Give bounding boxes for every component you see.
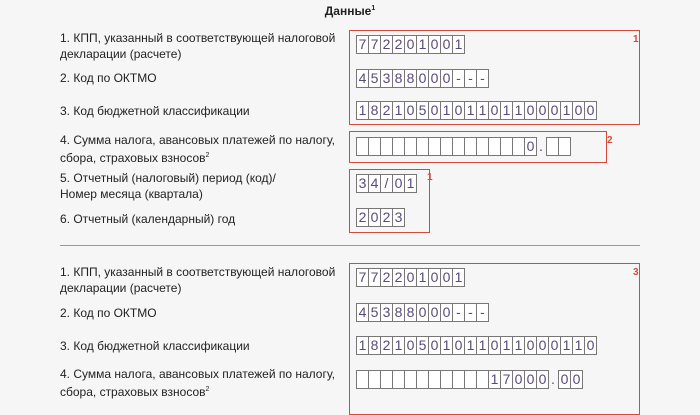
digit-cell[interactable]: 0 bbox=[440, 268, 453, 287]
field-label-sum: 4. Сумма налога, авансовых платежей по налогу, сбора, страховых взносов$^2$ bbox=[60, 367, 335, 399]
digit-cell[interactable]: 0 bbox=[488, 101, 501, 120]
digit-cell[interactable]: 0 bbox=[536, 101, 549, 120]
digit-cell[interactable]: - bbox=[464, 69, 477, 88]
digit-cell[interactable]: 0 bbox=[536, 336, 549, 355]
field-label-year: 6. Отчетный (календарный) год bbox=[60, 212, 236, 226]
digit-cell[interactable]: 8 bbox=[404, 69, 417, 88]
digit-cell[interactable]: 4 bbox=[368, 174, 381, 193]
digit-cell[interactable]: 0 bbox=[404, 101, 417, 120]
field-label-oktmo: 2. Код по ОКТМО bbox=[60, 306, 157, 320]
digit-cell[interactable]: 1 bbox=[476, 336, 489, 355]
digit-cell[interactable]: 1 bbox=[392, 101, 405, 120]
field-label-kpp: 1. КПП, указанный в соответствующей налоговой декларации (расчете) bbox=[60, 265, 336, 295]
field-label-kbk: 3. Код бюджетной классификации bbox=[60, 104, 250, 118]
digit-cell[interactable]: 1 bbox=[572, 336, 585, 355]
digit-cell[interactable]: 1 bbox=[392, 336, 405, 355]
digit-cell[interactable]: 0 bbox=[368, 208, 381, 227]
digit-cell[interactable]: 7 bbox=[356, 268, 369, 287]
group-mark: 3 bbox=[633, 267, 639, 278]
digit-cell[interactable]: 0 bbox=[524, 370, 537, 389]
decimal-separator: . bbox=[539, 138, 543, 154]
digit-cell[interactable]: 1 bbox=[488, 370, 501, 389]
group-mark: 1 bbox=[633, 34, 639, 45]
digit-cell[interactable]: 1 bbox=[512, 336, 525, 355]
digit-cell[interactable]: 0 bbox=[416, 303, 429, 322]
digit-cell[interactable]: 5 bbox=[368, 69, 381, 88]
digit-cell[interactable]: 1 bbox=[404, 174, 417, 193]
group-mark: 1 bbox=[427, 172, 433, 183]
digit-cell[interactable]: 5 bbox=[368, 303, 381, 322]
digit-cell[interactable]: 8 bbox=[368, 336, 381, 355]
digit-cell[interactable]: 0 bbox=[524, 137, 537, 156]
digit-cell[interactable]: 0 bbox=[548, 336, 561, 355]
digit-cell[interactable]: 1 bbox=[500, 101, 513, 120]
digit-cell[interactable]: 0 bbox=[428, 69, 441, 88]
digit-cell[interactable]: 7 bbox=[356, 35, 369, 54]
sum-cells[interactable] bbox=[356, 137, 570, 156]
digit-cell[interactable]: 4 bbox=[356, 69, 369, 88]
section-divider bbox=[60, 245, 640, 246]
digit-cell[interactable]: 0 bbox=[524, 101, 537, 120]
oktmo-cells[interactable] bbox=[356, 69, 488, 88]
digit-cell[interactable]: 1 bbox=[560, 336, 573, 355]
kpp-cells[interactable] bbox=[356, 35, 464, 54]
digit-cell[interactable]: 0 bbox=[584, 336, 597, 355]
digit-cell[interactable]: 0 bbox=[428, 101, 441, 120]
digit-cell[interactable]: 0 bbox=[570, 370, 583, 389]
digit-cell[interactable]: 0 bbox=[404, 35, 417, 54]
digit-cell[interactable]: 1 bbox=[452, 268, 465, 287]
digit-cell[interactable]: 8 bbox=[368, 101, 381, 120]
page-title: Данные$^1$ bbox=[324, 4, 376, 18]
digit-cell[interactable]: 8 bbox=[392, 69, 405, 88]
digit-cell[interactable]: 5 bbox=[416, 101, 429, 120]
digit-cell[interactable]: / bbox=[380, 174, 393, 193]
digit-cell[interactable]: 0 bbox=[512, 370, 525, 389]
digit-cell[interactable]: 1 bbox=[560, 101, 573, 120]
digit-cell[interactable]: 0 bbox=[440, 35, 453, 54]
field-label-period: 5. Отчетный (налоговый) период (код)/ Номер месяца (квартала) bbox=[60, 171, 276, 201]
digit-cell[interactable]: 0 bbox=[548, 101, 561, 120]
digit-cell[interactable]: 0 bbox=[416, 69, 429, 88]
digit-cell[interactable]: 3 bbox=[392, 208, 405, 227]
digit-cell[interactable]: 2 bbox=[392, 35, 405, 54]
group-mark: 2 bbox=[607, 135, 613, 146]
digit-cell[interactable]: 1 bbox=[356, 336, 369, 355]
kbk-cells[interactable] bbox=[356, 336, 596, 355]
digit-cell[interactable]: 2 bbox=[380, 268, 393, 287]
digit-cell[interactable]: 1 bbox=[452, 35, 465, 54]
digit-cell[interactable]: - bbox=[476, 303, 489, 322]
kpp-cells[interactable] bbox=[356, 268, 464, 287]
digit-cell[interactable]: 1 bbox=[464, 101, 477, 120]
digit-cell[interactable]: 5 bbox=[416, 336, 429, 355]
sum-cells[interactable] bbox=[356, 370, 582, 389]
digit-cell[interactable]: - bbox=[452, 303, 465, 322]
period-cells[interactable] bbox=[356, 174, 416, 193]
digit-cell[interactable]: 2 bbox=[380, 336, 393, 355]
field-label-sum: 4. Сумма налога, авансовых платежей по налогу, сбора, страховых взносов$^2$ bbox=[60, 133, 335, 165]
digit-cell[interactable]: 1 bbox=[440, 336, 453, 355]
digit-cell[interactable]: 0 bbox=[440, 69, 453, 88]
digit-cell[interactable]: 2 bbox=[392, 268, 405, 287]
digit-cell[interactable]: 0 bbox=[452, 101, 465, 120]
year-cells[interactable] bbox=[356, 208, 404, 227]
digit-cell[interactable]: 0 bbox=[572, 101, 585, 120]
field-label-kpp: 1. КПП, указанный в соответствующей налоговой декларации (расчете) bbox=[60, 31, 336, 61]
digit-cell[interactable]: - bbox=[464, 303, 477, 322]
digit-cell[interactable]: 4 bbox=[356, 303, 369, 322]
digit-cell[interactable]: 0 bbox=[404, 336, 417, 355]
digit-cell[interactable]: 0 bbox=[428, 336, 441, 355]
digit-cell[interactable]: 1 bbox=[356, 101, 369, 120]
digit-cell[interactable]: 2 bbox=[380, 208, 393, 227]
digit-cell[interactable]: 0 bbox=[440, 303, 453, 322]
digit-cell[interactable]: 0 bbox=[428, 303, 441, 322]
digit-cell[interactable]: 7 bbox=[368, 268, 381, 287]
digit-cell[interactable]: 0 bbox=[584, 101, 597, 120]
oktmo-cells[interactable] bbox=[356, 303, 488, 322]
digit-cell[interactable]: 0 bbox=[536, 370, 549, 389]
digit-cell[interactable]: 1 bbox=[464, 336, 477, 355]
digit-cell[interactable]: 7 bbox=[368, 35, 381, 54]
digit-cell[interactable]: 8 bbox=[392, 303, 405, 322]
digit-cell[interactable]: 0 bbox=[428, 268, 441, 287]
digit-cell[interactable]: 0 bbox=[428, 35, 441, 54]
field-label-oktmo: 2. Код по ОКТМО bbox=[60, 71, 157, 85]
digit-cell[interactable]: 1 bbox=[416, 268, 429, 287]
digit-cell[interactable]: - bbox=[476, 69, 489, 88]
digit-cell[interactable]: 1 bbox=[416, 35, 429, 54]
digit-cell[interactable]: 3 bbox=[356, 174, 369, 193]
digit-cell[interactable]: 0 bbox=[488, 336, 501, 355]
digit-cell[interactable]: 1 bbox=[476, 101, 489, 120]
kbk-cells[interactable] bbox=[356, 101, 596, 120]
digit-cell[interactable]: 0 bbox=[404, 268, 417, 287]
digit-cell[interactable]: 2 bbox=[380, 35, 393, 54]
digit-cell[interactable]: 1 bbox=[500, 336, 513, 355]
digit-cell[interactable]: 3 bbox=[380, 69, 393, 88]
digit-cell[interactable]: 7 bbox=[500, 370, 513, 389]
digit-cell[interactable]: 0 bbox=[392, 174, 405, 193]
digit-cell[interactable]: 0 bbox=[452, 336, 465, 355]
digit-cell[interactable]: 8 bbox=[404, 303, 417, 322]
digit-cell[interactable]: 3 bbox=[380, 303, 393, 322]
digit-cell[interactable] bbox=[558, 137, 571, 156]
field-label-kbk: 3. Код бюджетной классификации bbox=[60, 339, 250, 353]
digit-cell[interactable]: 1 bbox=[440, 101, 453, 120]
digit-cell[interactable]: - bbox=[452, 69, 465, 88]
digit-cell[interactable]: 2 bbox=[380, 101, 393, 120]
digit-cell[interactable]: 0 bbox=[524, 336, 537, 355]
digit-cell[interactable]: 0 bbox=[558, 370, 571, 389]
decimal-separator: . bbox=[551, 371, 555, 387]
digit-cell[interactable]: 2 bbox=[356, 208, 369, 227]
digit-cell[interactable]: 1 bbox=[512, 101, 525, 120]
